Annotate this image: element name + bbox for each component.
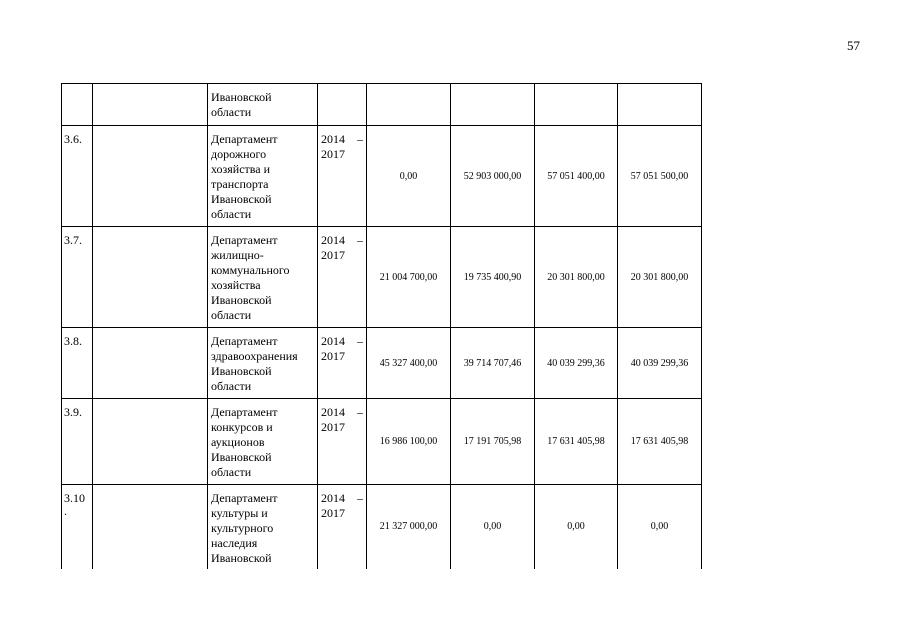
table-row	[62, 126, 702, 227]
amount-cell: 0,00	[618, 485, 702, 569]
amount-cell: 0,00	[535, 485, 618, 569]
department-line: Департамент	[211, 132, 278, 146]
amount-cell	[451, 84, 535, 126]
period-cell	[318, 227, 367, 328]
period-cell	[318, 485, 367, 569]
amount-cell: 40 039 299,36	[618, 328, 702, 399]
period-start: 2014	[321, 405, 345, 419]
department-line: дорожного	[211, 147, 267, 161]
department-line: коммунального	[211, 263, 290, 277]
period-cell	[318, 84, 367, 126]
department-line: области	[211, 207, 252, 221]
department-cell	[208, 126, 318, 227]
department-cell	[208, 399, 318, 485]
amount-cell: 45 327 400,00	[367, 328, 451, 399]
period-separator: –	[357, 132, 363, 146]
department-cell	[208, 227, 318, 328]
period-separator: –	[357, 233, 363, 247]
department-line: хозяйства	[211, 278, 261, 292]
table-row	[62, 328, 702, 399]
department-line: области	[211, 308, 252, 322]
program-cell	[93, 485, 208, 569]
period-separator: –	[357, 491, 363, 505]
program-cell	[93, 126, 208, 227]
amount-cell: 21 327 000,00	[367, 485, 451, 569]
department-line: Департамент	[211, 334, 278, 348]
department-line: области	[211, 465, 252, 479]
amount-cell	[535, 84, 618, 126]
program-cell	[93, 399, 208, 485]
row-index-cell	[62, 84, 93, 126]
amount-cell: 0,00	[451, 485, 535, 569]
department-line: Департамент	[211, 233, 278, 247]
amount-cell: 17 631 405,98	[618, 399, 702, 485]
amount-cell: 21 004 700,00	[367, 227, 451, 328]
period-separator: –	[357, 405, 363, 419]
row-index-cell: 3.6.	[62, 126, 93, 227]
amount-cell: 19 735 400,90	[451, 227, 535, 328]
amount-cell	[618, 84, 702, 126]
department-line: культуры и	[211, 506, 268, 520]
period-start: 2014	[321, 233, 345, 247]
program-cell	[93, 84, 208, 126]
department-line: хозяйства и	[211, 162, 271, 176]
amount-cell: 57 051 400,00	[535, 126, 618, 227]
amount-cell: 20 301 800,00	[618, 227, 702, 328]
amount-cell: 57 051 500,00	[618, 126, 702, 227]
amount-cell: 17 631 405,98	[535, 399, 618, 485]
amount-cell	[367, 84, 451, 126]
department-line: Департамент	[211, 405, 278, 419]
department-line: Департамент	[211, 491, 278, 505]
department-cell	[208, 328, 318, 399]
table-row	[62, 84, 702, 126]
budget-table	[61, 83, 702, 569]
amount-cell: 16 986 100,00	[367, 399, 451, 485]
period-end: 2017	[321, 349, 345, 363]
department-line: наследия	[211, 536, 258, 550]
amount-cell: 0,00	[367, 126, 451, 227]
department-line: Ивановской	[211, 551, 272, 565]
table-row	[62, 399, 702, 485]
period-cell	[318, 328, 367, 399]
program-cell	[93, 227, 208, 328]
period-start: 2014	[321, 132, 345, 146]
department-line: области	[211, 105, 252, 119]
program-cell	[93, 328, 208, 399]
row-index-cell: 3.8.	[62, 328, 93, 399]
department-line: конкурсов и	[211, 420, 273, 434]
row-index-cell: 3.9.	[62, 399, 93, 485]
amount-cell: 39 714 707,46	[451, 328, 535, 399]
period-end: 2017	[321, 147, 345, 161]
department-cell	[208, 84, 318, 126]
period-cell	[318, 399, 367, 485]
period-end: 2017	[321, 248, 345, 262]
row-index-cell: 3.10 .	[62, 485, 93, 569]
department-line: здравоохранения	[211, 349, 298, 363]
department-line: аукционов	[211, 435, 265, 449]
period-cell	[318, 126, 367, 227]
table-row	[62, 485, 702, 569]
department-line: жилищно-	[211, 248, 264, 262]
department-line: Ивановской	[211, 192, 272, 206]
period-separator: –	[357, 334, 363, 348]
department-line: области	[211, 379, 252, 393]
department-line: Ивановской	[211, 293, 272, 307]
table-row	[62, 227, 702, 328]
amount-cell: 20 301 800,00	[535, 227, 618, 328]
period-end: 2017	[321, 506, 345, 520]
department-line: культурного	[211, 521, 274, 535]
department-line: Ивановской	[211, 450, 272, 464]
department-line: Ивановской	[211, 364, 272, 378]
period-end: 2017	[321, 420, 345, 434]
department-line: Ивановской	[211, 90, 272, 104]
page-number: 57	[847, 38, 860, 53]
period-start: 2014	[321, 334, 345, 348]
period-start: 2014	[321, 491, 345, 505]
department-line: транспорта	[211, 177, 269, 191]
department-cell	[208, 485, 318, 569]
row-index-cell: 3.7.	[62, 227, 93, 328]
amount-cell: 17 191 705,98	[451, 399, 535, 485]
amount-cell: 40 039 299,36	[535, 328, 618, 399]
amount-cell: 52 903 000,00	[451, 126, 535, 227]
